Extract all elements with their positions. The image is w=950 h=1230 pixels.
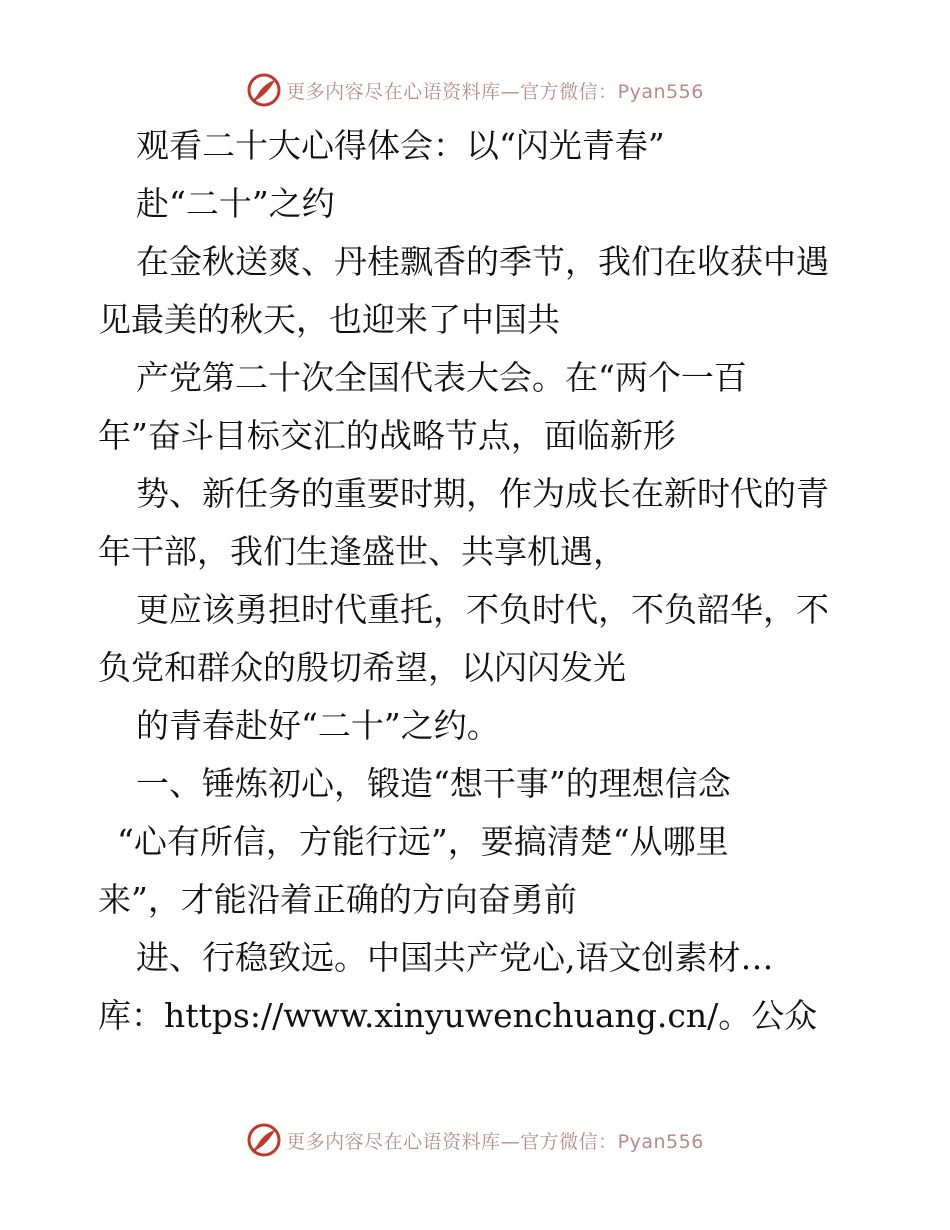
footer-banner (0, 1120, 950, 1160)
paragraph-line: 见最美的秋天，也迎来了中国共 (98, 300, 560, 339)
document-title-line-1: 观看二十大心得体会：以“闪光青春” (136, 126, 665, 165)
paragraph-line: “心有所信，方能行远”，要搞清楚“从哪里 (117, 822, 729, 861)
paragraph-line: 负党和群众的殷切希望，以闪闪发光 (98, 648, 626, 687)
paragraph-line: 的青春赴好“二十”之约。 (136, 706, 500, 745)
feather-pen-icon (246, 72, 282, 108)
footer-banner-text: 更多内容尽在心语资料库—官方微信：Pyan556 (286, 1130, 704, 1153)
document-title-line-2: 赴“二十”之约 (136, 184, 335, 223)
paragraph-line: 产党第二十次全国代表大会。在“两个一百 (136, 358, 747, 397)
header-banner (0, 70, 950, 110)
paragraph-line: 进、行稳致远。中国共产党心,语文创素材… (136, 938, 774, 977)
paragraph-line: 势、新任务的重要时期，作为成长在新时代的青 (136, 474, 829, 513)
paragraph-line: 更应该勇担时代重托，不负时代，不负韶华，不 (136, 590, 829, 629)
paragraph-line: 来”，才能沿着正确的方向奋勇前 (98, 880, 577, 919)
paragraph-line: 年干部，我们生逢盛世、共享机遇， (98, 532, 626, 571)
paragraph-line-url: 库：https://www.xinyuwenchuang.cn/。公众 (98, 996, 818, 1035)
paragraph-line: 年”奋斗目标交汇的战略节点，面临新形 (98, 416, 676, 455)
feather-pen-icon (246, 1122, 282, 1158)
section-heading: 一、锤炼初心，锻造“想干事”的理想信念 (136, 764, 731, 803)
header-banner-text: 更多内容尽在心语资料库—官方微信：Pyan556 (286, 80, 704, 103)
paragraph-line: 在金秋送爽、丹桂飘香的季节，我们在收获中遇 (136, 242, 829, 281)
